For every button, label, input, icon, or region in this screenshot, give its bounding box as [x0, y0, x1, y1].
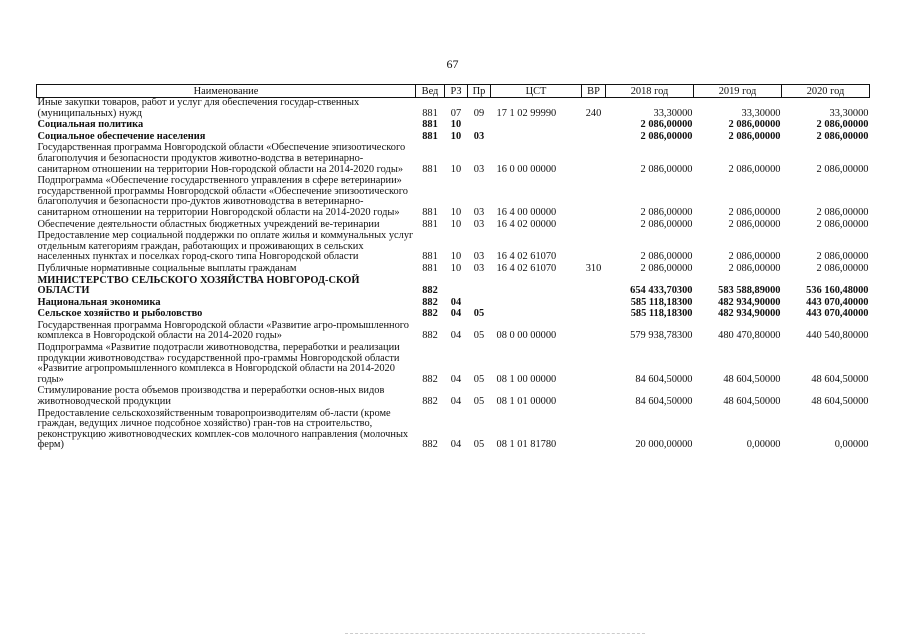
table-row	[37, 342, 870, 385]
cell-ved: 882	[422, 330, 438, 342]
header-vr: ВР	[582, 85, 606, 98]
cell-ved: 881	[422, 262, 438, 274]
table-row	[37, 175, 870, 218]
cell-y2020: 2 086,00000	[816, 262, 869, 274]
cell-vr	[582, 119, 606, 131]
header-2018: 2018 год	[606, 85, 694, 98]
cell-rz: 10	[450, 262, 462, 274]
cell-vr	[582, 230, 606, 263]
cell-vr	[582, 308, 606, 320]
header-pr: Пр	[468, 85, 491, 98]
cell-ved: 881	[422, 206, 438, 218]
cell-name: Государственная программа Новгородской области «Обеспечение эпизоотического благополучия и безопасности продуктов животно-водства в ветеринарно-санитарном отношении на территории Нов-городской области на 2014-2020 годы»	[37, 142, 406, 175]
cell-y2018: 2 086,00000	[640, 262, 693, 274]
cell-y2019: 482 934,90000	[718, 308, 781, 320]
cell-name: Предоставление сельскохозяйственным товаропроизводителям об-ласти (кроме граждан, ведущих личное подсобное хозяйство) гран-тов на строительство, реконструкцию животноводческих комплек-сов молочного направления (молочных ферм)	[37, 407, 409, 451]
cell-cst	[491, 308, 582, 320]
header-name: Наименование	[37, 85, 416, 98]
cell-cst: 08 1 01 00000	[496, 396, 557, 408]
cell-y2019: 2 086,00000	[728, 262, 781, 274]
cell-y2019: 480 470,80000	[718, 330, 781, 342]
cell-name: МИНИСТЕРСТВО СЕЛЬСКОГО ХОЗЯЙСТВА НОВГОРОД-СКОЙ ОБЛАСТИ	[37, 274, 360, 297]
cell-name: Подпрограмма «Развитие подотрасли животноводства, переработки и реализации продукции животноводства» государственной про-граммы Новгородской области «Развитие агропромышленного комплекса в Новгородской области на 2014-2020 годы»	[37, 342, 400, 385]
cell-rz: 10	[450, 163, 462, 175]
cell-name: Предоставление мер социальной поддержки по оплате жилья и коммунальных услуг отдельным категориям граждан, работающих и проживающих в сельских населенных пунктах и поселках город-ского типа Новгородской области	[37, 230, 414, 263]
page-number: 67	[446, 57, 459, 71]
cell-rz: 04	[450, 308, 462, 320]
table-row	[37, 297, 870, 309]
cell-y2020: 443 070,40000	[806, 296, 869, 308]
header-2019: 2019 год	[694, 85, 782, 98]
table-row	[37, 308, 870, 320]
cell-cst: 16 4 02 61070	[496, 251, 557, 263]
cell-y2020: 33,30000	[829, 107, 869, 119]
cell-pr: 03	[473, 262, 485, 274]
cell-name: Обеспечение деятельности областных бюджетных учреждений ве-теринарии	[37, 218, 380, 230]
header-rz: РЗ	[445, 85, 468, 98]
cell-rz: 10	[450, 119, 462, 131]
cell-ved: 882	[422, 308, 438, 320]
cell-ved: 881	[422, 130, 438, 142]
cell-name: Национальная экономика	[37, 296, 161, 308]
cell-y2019: 48 604,50000	[723, 396, 781, 408]
cell-name: Подпрограмма «Обеспечение государственного управления в сфере ветеринарии» государственной программы Новгородской области «Обеспечение эпизоотического благополучия и безопасности про-дуктов животноводства в ветеринарно-санитарном отношении на территории Новгородской области на 2014-2020 годы»	[37, 175, 408, 218]
cell-y2020: 443 070,40000	[806, 308, 869, 320]
cell-ved: 882	[422, 439, 438, 451]
cell-rz: 07	[450, 107, 462, 119]
cell-vr	[582, 275, 606, 297]
cell-ved: 881	[422, 107, 438, 119]
cell-y2018: 2 086,00000	[640, 206, 693, 218]
cell-vr	[582, 297, 606, 309]
cell-y2020: 2 086,00000	[816, 119, 869, 131]
cell-y2019: 2 086,00000	[728, 163, 781, 175]
cell-cst	[491, 119, 582, 131]
table-row	[37, 142, 870, 175]
cell-y2019: 2 086,00000	[728, 251, 781, 263]
cell-ved: 882	[422, 285, 438, 297]
cell-y2020: 2 086,00000	[816, 163, 869, 175]
cell-pr: 05	[473, 396, 485, 408]
cell-y2018: 585 118,18300	[630, 308, 693, 320]
table-row	[37, 119, 870, 131]
table-row	[37, 263, 870, 275]
cell-rz: 04	[450, 296, 462, 308]
cell-vr	[582, 219, 606, 231]
cell-ved: 882	[422, 296, 438, 308]
table-header-row	[37, 85, 870, 98]
cell-y2019: 48 604,50000	[723, 373, 781, 385]
cell-y2019: 2 086,00000	[728, 206, 781, 218]
cell-name: Социальная политика	[37, 119, 144, 131]
cell-name: Иные закупки товаров, работ и услуг для обеспечения государ-ственных (муниципальных) нужд	[37, 97, 360, 119]
cell-name: Публичные нормативные социальные выплаты гражданам	[37, 262, 297, 274]
budget-table	[36, 84, 870, 451]
cell-y2020: 2 086,00000	[816, 251, 869, 263]
cell-vr	[582, 142, 606, 175]
cell-rz	[445, 275, 468, 297]
cell-y2020: 48 604,50000	[811, 396, 869, 408]
cell-cst	[491, 275, 582, 297]
cell-vr	[582, 175, 606, 218]
cell-rz: 04	[450, 330, 462, 342]
cell-vr: 240	[585, 107, 602, 119]
cell-cst: 08 0 00 00000	[496, 330, 557, 342]
cell-name: Государственная программа Новгородской области «Развитие агро-промышленного комплекса в Новгородской области на 2014-2020 годы»	[37, 319, 409, 342]
cell-pr	[468, 275, 491, 297]
cell-rz: 04	[450, 439, 462, 451]
cell-y2019: 33,30000	[741, 107, 781, 119]
cell-y2020: 48 604,50000	[811, 373, 869, 385]
cell-y2018: 33,30000	[653, 107, 693, 119]
cell-cst: 16 4 02 00000	[496, 218, 557, 230]
cell-ved: 881	[422, 119, 438, 131]
cell-cst: 16 4 00 00000	[496, 206, 557, 218]
cell-vr	[582, 408, 606, 451]
cell-rz: 10	[450, 130, 462, 142]
table-row	[37, 131, 870, 143]
cell-y2019: 583 588,89000	[718, 285, 781, 297]
cell-y2020: 2 086,00000	[816, 218, 869, 230]
cell-pr: 05	[473, 330, 485, 342]
cell-ved: 882	[422, 396, 438, 408]
cell-y2019: 482 934,90000	[718, 296, 781, 308]
cell-rz: 04	[450, 373, 462, 385]
cell-y2020: 0,00000	[834, 439, 869, 451]
cell-rz: 10	[450, 251, 462, 263]
cell-y2018: 2 086,00000	[640, 130, 693, 142]
cell-ved: 881	[422, 163, 438, 175]
cell-vr	[582, 342, 606, 385]
cell-ved: 881	[422, 218, 438, 230]
cell-y2020: 2 086,00000	[816, 130, 869, 142]
cell-y2019: 2 086,00000	[728, 130, 781, 142]
cell-pr: 03	[473, 251, 485, 263]
cell-pr	[468, 119, 491, 131]
cell-y2018: 654 433,70300	[630, 285, 693, 297]
cell-ved: 882	[422, 373, 438, 385]
cell-y2018: 585 118,18300	[630, 296, 693, 308]
cell-name: Сельское хозяйство и рыболовство	[37, 308, 203, 320]
cell-cst	[491, 131, 582, 143]
table-row	[37, 98, 870, 120]
cell-rz: 04	[450, 396, 462, 408]
cell-vr: 310	[585, 262, 602, 274]
table-row	[37, 385, 870, 407]
cell-y2018: 84 604,50000	[635, 396, 693, 408]
cell-cst: 16 4 02 61070	[496, 262, 557, 274]
table-row	[37, 320, 870, 342]
cell-y2018: 2 086,00000	[640, 218, 693, 230]
budget-table-body	[37, 98, 870, 452]
cell-pr: 05	[473, 373, 485, 385]
cell-name: Социальное обеспечение населения	[37, 130, 206, 142]
footer-marks	[345, 633, 645, 636]
cell-rz: 10	[450, 218, 462, 230]
table-row	[37, 408, 870, 451]
cell-cst: 08 1 01 81780	[496, 439, 557, 451]
cell-cst: 08 1 00 00000	[496, 373, 557, 385]
cell-y2019: 2 086,00000	[728, 218, 781, 230]
cell-y2020: 536 160,48000	[806, 285, 869, 297]
cell-y2018: 2 086,00000	[640, 251, 693, 263]
cell-vr	[582, 385, 606, 407]
cell-y2018: 2 086,00000	[640, 163, 693, 175]
cell-y2018: 20 000,00000	[635, 439, 693, 451]
cell-vr	[582, 320, 606, 342]
cell-vr	[582, 131, 606, 143]
cell-y2018: 84 604,50000	[635, 373, 693, 385]
header-ved: Вед	[416, 85, 445, 98]
header-2020: 2020 год	[782, 85, 870, 98]
cell-rz: 10	[450, 206, 462, 218]
table-row	[37, 230, 870, 263]
cell-y2018: 579 938,78300	[630, 330, 693, 342]
cell-ved: 881	[422, 251, 438, 263]
cell-cst: 17 1 02 99990	[496, 107, 557, 119]
cell-y2020: 2 086,00000	[816, 206, 869, 218]
table-row	[37, 219, 870, 231]
cell-pr: 03	[473, 206, 485, 218]
cell-y2018: 2 086,00000	[640, 119, 693, 131]
header-cst: ЦСТ	[491, 85, 582, 98]
cell-pr: 03	[473, 218, 485, 230]
cell-pr: 05	[473, 308, 485, 320]
cell-cst: 16 0 00 00000	[496, 163, 557, 175]
cell-y2019: 2 086,00000	[728, 119, 781, 131]
cell-pr: 03	[473, 163, 485, 175]
cell-pr: 03	[473, 130, 485, 142]
cell-pr	[468, 297, 491, 309]
cell-cst	[491, 297, 582, 309]
cell-pr: 05	[473, 439, 485, 451]
cell-y2019: 0,00000	[746, 439, 781, 451]
cell-pr: 09	[473, 107, 485, 119]
cell-name: Стимулирование роста объемов производства и переработки основ-ных видов животноводческой продукции	[37, 385, 385, 408]
cell-y2020: 440 540,80000	[806, 330, 869, 342]
table-row	[37, 275, 870, 297]
